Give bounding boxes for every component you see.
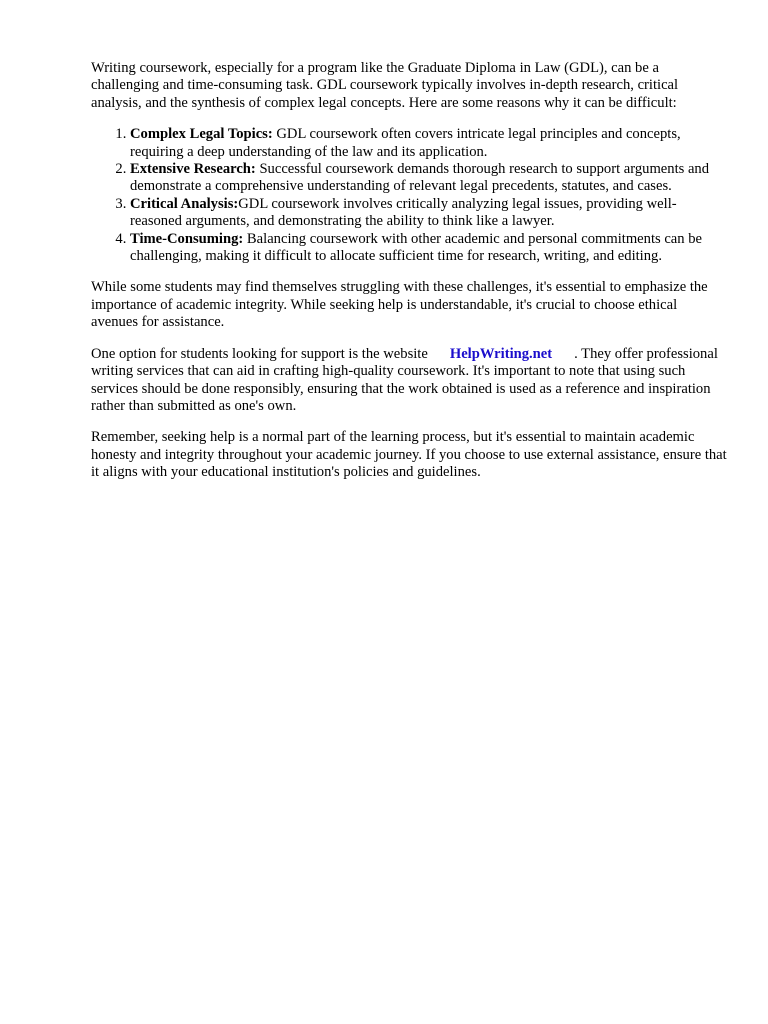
reason-term: Extensive Research: [130,161,256,178]
integrity-paragraph: While some students may find themselves struggling with these challenges, it's essential to emphasize the importance of academic integrity. While seeking help is understandable, it's crucial to choose ethical avenues for assistance. [91,279,708,331]
reason-term: Complex Legal Topics: [130,126,273,143]
option-text-after: . They offer professional writing services that can aid in crafting high-quality coursework. It's important to note that using such services should be done responsibly, ensuring that the work obtained is used as a reference and inspiration rather than submitted as one's own. [91,345,718,414]
reason-term: Time-Consuming: [130,230,244,247]
list-item [130,231,727,266]
reason-text: GDL coursework often covers intricate legal principles and concepts, requiring a deep understanding of the law and its application. [130,126,681,160]
option-paragraph [91,346,727,416]
document-page [91,60,727,496]
intro-paragraph: Writing coursework, especially for a program like the Graduate Diploma in Law (GDL), can be a challenging and time-consuming task. GDL coursework typically involves in-depth research, critical analysis, and the synthesis of complex legal concepts. Here are some reasons why it can be difficult: [91,60,679,111]
list-item [130,161,727,196]
reason-text: Successful coursework demands thorough research to support arguments and demonstrate a comprehensive understanding of relevant legal precedents, statutes, and cases. [130,161,710,195]
reason-text: Balancing coursework with other academic and personal commitments can be challenging, making it difficult to allocate sufficient time for research, writing, and editing. [130,230,703,265]
reason-term: Critical Analysis: [130,195,239,212]
option-text-before: One option for students looking for support is the website [91,345,428,362]
helpwriting-link[interactable]: HelpWriting.net [449,345,553,362]
reasons-list [91,126,727,265]
list-item [130,196,727,231]
list-item [130,126,727,161]
reason-text: GDL coursework involves critically analyzing legal issues, providing well-reasoned arguments, and demonstrating the ability to think like a lawyer. [130,195,677,230]
remember-paragraph: Remember, seeking help is a normal part of the learning process, but it's essential to maintain academic honesty and integrity throughout your academic journey. If you choose to use external assistance, ensure that it aligns with your educational institution's policies and guidelines. [91,429,727,481]
